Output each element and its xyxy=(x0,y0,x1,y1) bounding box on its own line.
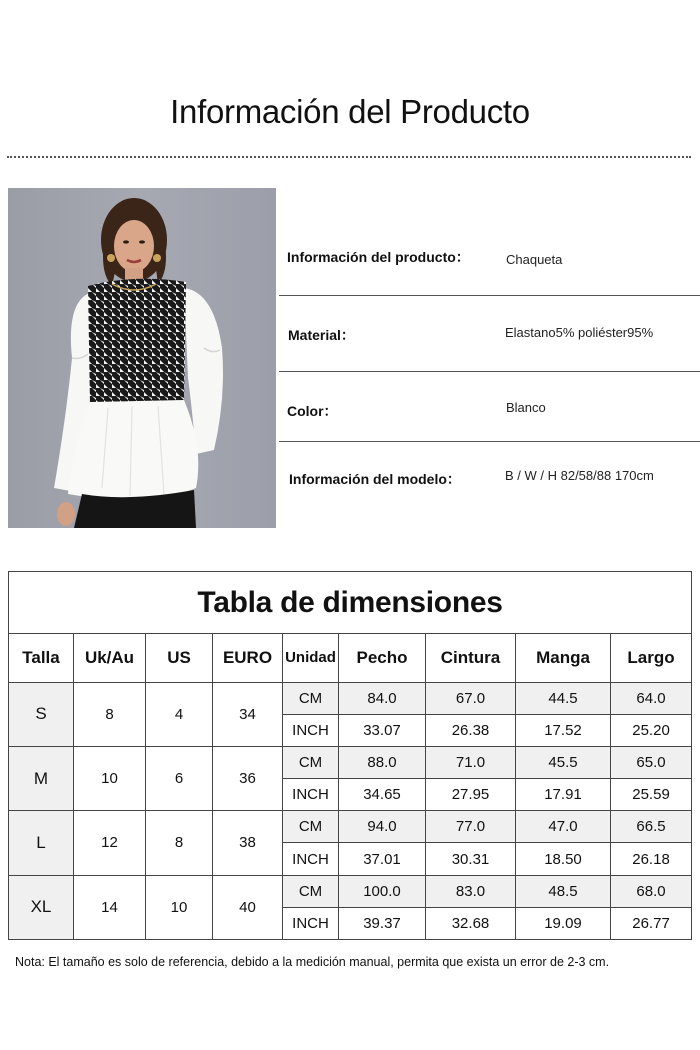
us-size: 8 xyxy=(146,811,213,875)
unit-cell: CM xyxy=(283,746,339,778)
largo-value: 66.5 xyxy=(611,811,692,843)
unit-cell: INCH xyxy=(283,714,339,746)
info-label-color: Color： xyxy=(287,403,338,419)
size-chart-table xyxy=(8,571,692,940)
pecho-value: 84.0 xyxy=(339,682,426,714)
largo-value: 26.77 xyxy=(611,907,692,939)
column-header: Pecho xyxy=(339,634,426,682)
pecho-value: 34.65 xyxy=(339,779,426,811)
page-title: Información del Producto xyxy=(170,93,530,130)
euro-size: 40 xyxy=(213,875,283,939)
info-value-model: B / W / H 82/58/88 170cm xyxy=(505,468,654,483)
us-size: 4 xyxy=(146,682,213,746)
pecho-value: 39.37 xyxy=(339,907,426,939)
cintura-value: 32.68 xyxy=(426,907,516,939)
unit-cell: CM xyxy=(283,811,339,843)
info-divider xyxy=(279,295,700,296)
table-row xyxy=(9,811,692,843)
size-label: L xyxy=(9,811,74,875)
largo-value: 26.18 xyxy=(611,843,692,875)
euro-size: 38 xyxy=(213,811,283,875)
unit-cell: INCH xyxy=(283,779,339,811)
cintura-value: 77.0 xyxy=(426,811,516,843)
info-label-model: Información del modelo： xyxy=(289,471,461,487)
cintura-value: 27.95 xyxy=(426,779,516,811)
largo-value: 25.59 xyxy=(611,779,692,811)
table-row xyxy=(9,682,692,714)
euro-size: 34 xyxy=(213,682,283,746)
largo-value: 64.0 xyxy=(611,682,692,714)
column-header: Uk/Au xyxy=(74,634,146,682)
manga-value: 44.5 xyxy=(516,682,611,714)
largo-value: 25.20 xyxy=(611,714,692,746)
size-label: M xyxy=(9,746,74,810)
info-label-product: Información del producto： xyxy=(287,249,470,265)
column-header: Largo xyxy=(611,634,692,682)
title-divider xyxy=(7,156,691,158)
largo-value: 68.0 xyxy=(611,875,692,907)
cintura-value: 67.0 xyxy=(426,682,516,714)
table-row xyxy=(9,875,692,907)
manga-value: 19.09 xyxy=(516,907,611,939)
info-value-material: Elastano5% poliéster95% xyxy=(505,325,654,340)
cintura-value: 71.0 xyxy=(426,746,516,778)
info-value-color: Blanco xyxy=(506,400,546,415)
product-photo xyxy=(8,188,276,528)
pecho-value: 33.07 xyxy=(339,714,426,746)
uk-au-size: 10 xyxy=(74,746,146,810)
info-label-material: Material： xyxy=(288,327,355,343)
column-header: Talla xyxy=(9,634,74,682)
unit-cell: CM xyxy=(283,875,339,907)
manga-value: 17.91 xyxy=(516,779,611,811)
cintura-value: 30.31 xyxy=(426,843,516,875)
pecho-value: 100.0 xyxy=(339,875,426,907)
manga-value: 47.0 xyxy=(516,811,611,843)
info-divider xyxy=(279,441,700,442)
info-value-product: Chaqueta xyxy=(506,252,563,267)
pecho-value: 94.0 xyxy=(339,811,426,843)
model-illustration xyxy=(8,188,276,528)
manga-value: 48.5 xyxy=(516,875,611,907)
table-header-row xyxy=(9,634,692,682)
size-footnote: Nota: El tamaño es solo de referencia, debido a la medición manual, permita que exista un error de 2-3 cm. xyxy=(15,955,610,969)
pecho-value: 88.0 xyxy=(339,746,426,778)
column-header: Cintura xyxy=(426,634,516,682)
size-label: XL xyxy=(9,875,74,939)
manga-value: 45.5 xyxy=(516,746,611,778)
table-row xyxy=(9,746,692,778)
uk-au-size: 14 xyxy=(74,875,146,939)
pecho-value: 37.01 xyxy=(339,843,426,875)
info-divider xyxy=(279,371,700,372)
cintura-value: 26.38 xyxy=(426,714,516,746)
uk-au-size: 8 xyxy=(74,682,146,746)
column-header: EURO xyxy=(213,634,283,682)
column-header: US xyxy=(146,634,213,682)
unit-cell: INCH xyxy=(283,843,339,875)
uk-au-size: 12 xyxy=(74,811,146,875)
size-chart-title: Tabla de dimensiones xyxy=(9,572,692,634)
unit-cell: CM xyxy=(283,682,339,714)
cintura-value: 83.0 xyxy=(426,875,516,907)
column-header: Manga xyxy=(516,634,611,682)
us-size: 6 xyxy=(146,746,213,810)
size-label: S xyxy=(9,682,74,746)
euro-size: 36 xyxy=(213,746,283,810)
column-header: Unidad xyxy=(283,634,339,682)
manga-value: 18.50 xyxy=(516,843,611,875)
largo-value: 65.0 xyxy=(611,746,692,778)
unit-cell: INCH xyxy=(283,907,339,939)
us-size: 10 xyxy=(146,875,213,939)
manga-value: 17.52 xyxy=(516,714,611,746)
